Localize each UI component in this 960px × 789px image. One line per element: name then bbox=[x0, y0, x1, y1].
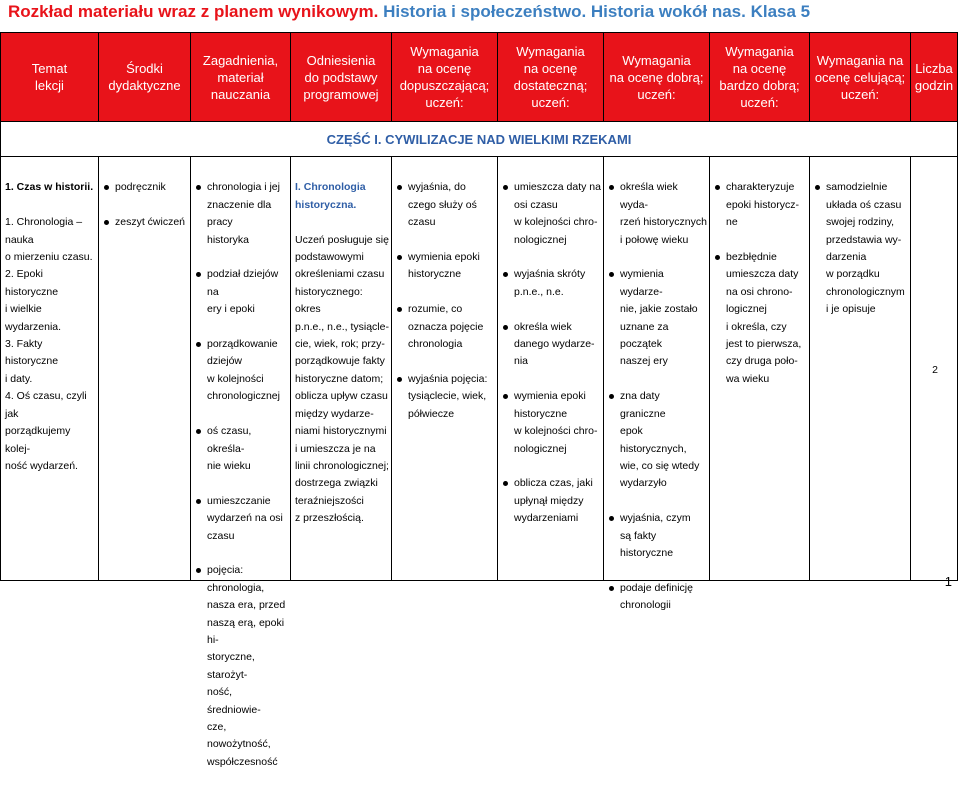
list-item: określa wiek wyda- rzeń historycznych i połowę wieku bbox=[608, 179, 707, 249]
header-label: Wymagania na ocenę celującą; uczeń: bbox=[814, 52, 906, 102]
header-label: Środki dydaktyczne bbox=[108, 61, 181, 93]
header-req-celujaca bbox=[810, 33, 911, 121]
cell-curriculum bbox=[291, 157, 392, 580]
cell-topic bbox=[1, 157, 99, 580]
list-item: wymienia wydarze- nie, jakie zostało uznane za początek naszej ery bbox=[608, 266, 707, 370]
list-item: określa wiek danego wydarze- nia bbox=[502, 319, 601, 371]
curriculum-text: Uczeń posługuje się podstawowymi określeniami czasu historycznego: okres p.n.e., n.e., tysiącle- cie, wiek, rok; przy- porządkowuje fakty historyczne datom; oblicza upływ czasu między wydarze- niami historycznymi i umieszcza je na linii chronologicznej; dostrzega związki teraźniejszości z przeszłością. bbox=[295, 233, 389, 525]
header-req-dobra bbox=[604, 33, 710, 121]
section-title: CZĘŚĆ I. CYWILIZACJE NAD WIELKIMI RZEKAMI bbox=[1, 122, 957, 157]
curriculum-heading: I. Chronologia historyczna. bbox=[295, 181, 366, 211]
header-hours bbox=[911, 33, 957, 121]
cell-req-bardzo-dobra bbox=[710, 157, 810, 580]
cell-req-dopuszczajaca bbox=[392, 157, 498, 580]
document-title bbox=[8, 2, 810, 22]
header-req-bardzo-dobra bbox=[710, 33, 810, 121]
list-item: wyjaśnia, do czego służy oś czasu bbox=[396, 179, 495, 231]
cell-req-celujaca bbox=[810, 157, 911, 580]
list-item: oblicza czas, jaki upłynął między wydarzeniami bbox=[502, 475, 601, 527]
list-item: pojęcia: chronologia, nasza era, przed naszą erą, epoki hi- storyczne, starożyt- ność, średniowie- cze, nowożytność, współczesność bbox=[195, 562, 288, 771]
list-item: zna daty graniczne epok historycznych, wie, co się wtedy wydarzyło bbox=[608, 388, 707, 492]
list-item: wymienia epoki historyczne w kolejności chro- nologicznej bbox=[502, 388, 601, 458]
cell-resources bbox=[99, 157, 191, 580]
header-label: Zagadnienia, materiał nauczania bbox=[202, 52, 279, 102]
cell-hours bbox=[911, 157, 957, 580]
topic-points: 1. Chronologia – nauka o mierzeniu czasu. 2. Epoki historyczne i wielkie wydarzenia. 3. Fakty historyczne i daty. 4. Oś czasu, czyli jak porządkujemy kolej- ność wydarzeń. bbox=[5, 216, 93, 472]
topic-title: 1. Czas w historii. bbox=[5, 181, 94, 194]
list-item: zeszyt ćwiczeń bbox=[103, 214, 188, 231]
list-item: chronologia i jej znaczenie dla pracy historyka bbox=[195, 179, 288, 249]
list-item: bezbłędnie umieszcza daty na osi chrono- logicznej i określa, czy jest to pierwsza, czy druga poło- wa wieku bbox=[714, 249, 807, 388]
list-item: podział dziejów na ery i epoki bbox=[195, 266, 288, 318]
list-item: wyjaśnia skróty p.n.e., n.e. bbox=[502, 266, 601, 301]
title-part-2: Historia i społeczeństwo. Historia wokół nas. bbox=[383, 2, 746, 21]
header-material bbox=[191, 33, 291, 121]
table-header-row bbox=[1, 33, 957, 122]
list-item: podaje definicję chronologii bbox=[608, 580, 707, 615]
header-req-dostateczna bbox=[498, 33, 604, 121]
cell-req-dostateczna bbox=[498, 157, 604, 580]
hours-value: 2 bbox=[932, 364, 938, 377]
title-part-1: Rozkład materiału wraz z planem wynikowym. bbox=[8, 2, 379, 21]
header-curriculum bbox=[291, 33, 392, 121]
list-item: wymienia epoki historyczne bbox=[396, 249, 495, 284]
curriculum-table bbox=[0, 32, 958, 768]
list-item: oś czasu, określa- nie wieku bbox=[195, 423, 288, 475]
header-label: Wymagania na ocenę bardzo dobrą; uczeń: bbox=[719, 44, 800, 110]
header-label: Wymagania na ocenę dopuszczającą; uczeń: bbox=[399, 44, 490, 110]
header-label: Liczba godzin bbox=[914, 61, 954, 93]
header-label: Odniesienia do podstawy programowej bbox=[303, 52, 379, 102]
header-req-dopuszczajaca bbox=[392, 33, 498, 121]
list-item: podręcznik bbox=[103, 179, 188, 196]
page-number: 1 bbox=[944, 574, 952, 589]
title-part-3: Klasa 5 bbox=[750, 2, 811, 21]
cell-material bbox=[191, 157, 291, 768]
header-label: Wymagania na ocenę dostateczną; uczeń: bbox=[513, 44, 588, 110]
list-item: umieszczanie wydarzeń na osi czasu bbox=[195, 493, 288, 545]
list-item: charakteryzuje epoki historycz- ne bbox=[714, 179, 807, 231]
header-label: Wymagania na ocenę dobrą; uczeń: bbox=[609, 52, 704, 102]
list-item: rozumie, co oznacza pojęcie chronologia bbox=[396, 301, 495, 353]
list-item: wyjaśnia, czym są fakty historyczne bbox=[608, 510, 707, 562]
header-topic bbox=[1, 33, 99, 121]
header-label: Temat lekcji bbox=[31, 61, 68, 93]
list-item: umieszcza daty na osi czasu w kolejności chro- nologicznej bbox=[502, 179, 601, 249]
list-item: wyjaśnia pojęcia: tysiąclecie, wiek, półwiecze bbox=[396, 371, 495, 423]
table-row bbox=[1, 157, 957, 768]
header-resources bbox=[99, 33, 191, 121]
list-item: porządkowanie dziejów w kolejności chronologicznej bbox=[195, 336, 288, 406]
cell-req-dobra bbox=[604, 157, 710, 612]
list-item: samodzielnie układa oś czasu swojej rodziny, przedstawia wy- darzenia w porządku chronologicznym i je opisuje bbox=[814, 179, 908, 318]
